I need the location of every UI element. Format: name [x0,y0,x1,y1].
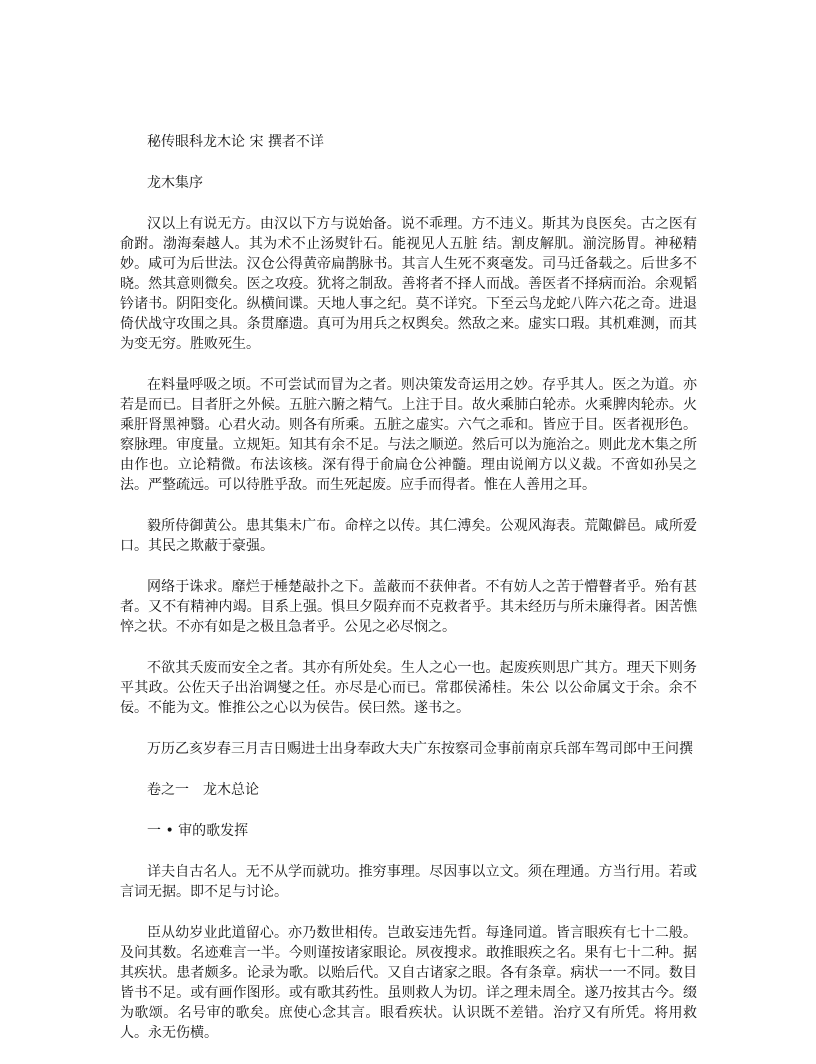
preface-paragraph: 毅所侍御黄公。患其集未广布。命梓之以传。其仁溥矣。公观风海表。荒陬僻邑。咸所爱口。其民之欺蔽于豪强。 [120,518,697,554]
volume-title: 卷之一 龙木总论 [147,782,259,798]
section-title: 一 • 审的歌发挥 [147,823,249,839]
preface-paragraph: 不欲其夭废而安全之者。其亦有所处矣。生人之心一也。起废疾则思广其方。理天下则务平其政。公佐天子出治调燮之任。亦尽是心而已。常郡侯浠桂。朱公 以公命属文于余。余不佞。不能为文。惟推公之心以为侯告。侯曰然。遂书之。 [120,660,697,716]
preface-title: 龙木集序 [147,175,203,191]
preface-paragraph: 汉以上有说无方。由汉以下方与说始备。说不乖理。方不违义。斯其为良医矣。古之医有俞跗。渤海秦越人。其为术不止汤熨针石。能视见人五脏 结。割皮解肌。湔浣肠胃。神秘精妙。咸可为后世法。汉仓公得黄帝扁鹊脉书。其言人生死不爽毫发。司马迁备载之。后世多不晓。然其意则微矣。医之攻疫。犹将之制敌。善将者不择人而战。善医者不择病而治。余观韬钤诸书。阴阳变化。纵横间谍。天地人事之纪。莫不详究。下至云鸟龙蛇八阵六花之奇。进退倚伏战守攻围之具。条贯靡遗。真可为用兵之权舆矣。然敌之来。虚实口瑕。其机难测，而其为变无穷。胜败死生。 [120,216,697,352]
body-paragraph: 详夫自古名人。无不从学而就功。推穷事理。尽因事以立文。须在理通。方当行用。若或言词无据。即不足与讨论。 [120,864,697,900]
body-paragraph: 臣从幼岁业此道留心。亦乃数世相传。岂敢妄违先哲。每逢同道。皆言眼疾有七十二般。及问其数。名迹难言一半。今则谨按诸家眼论。夙夜搜求。敢推眼疾之名。果有七十二种。据其疾状。患者颇多。论录为歌。以贻后代。又自古诸家之眼。各有条章。病状一一不同。数目皆书不足。或有画作图形。或有歌其药性。虽则救人为切。详之理未周全。遂乃按其古今。缀为歌颂。名号审的歌矣。庶使心念其言。眼看疾状。认识既不差错。治疗又有所凭。将用救人。永无伤横。 [120,925,697,1041]
book-title: 秘传眼科龙木论 宋 撰者不详 [147,134,324,150]
document-page [120,132,697,1064]
preface-paragraph: 网络于诛求。靡烂于棰楚敲扑之下。盖蔽而不获伸者。不有妨人之苦于懵瞽者乎。殆有甚者。又不有精神内竭。目系上强。惧旦夕陨弃而不克救者乎。其未经历与所未廉得者。困苦憔悴之状。不亦有如是之极且急者乎。公见之必尽悯之。 [120,579,697,635]
preface-paragraph: 在料量呼吸之顷。不可尝试而冒为之者。则决策发奇运用之妙。存乎其人。医之为道。亦若是而已。目者肝之外候。五脏六腑之精气。上注于目。故火乘肺白轮赤。火乘脾肉轮赤。火乘肝肾黑神翳。心君火动。则各有所乘。五脏之虚实。六气之乖和。皆应于目。医者视形色。察脉理。审度量。立规矩。知其有余不足。与法之顺逆。然后可以为施治之。则此龙木集之所由作也。立论精微。布法该核。深有得于俞扁仓公神髓。理由说阐方以义裁。不啻如孙吴之法。严整疏远。可以待胜乎敌。而生死起废。应手而得者。惟在人善用之耳。 [120,377,697,493]
preface-signature: 万历乙亥岁春三月吉日赐进士出身奉政大夫广东按察司佥事前南京兵部车驾司郎中王问撰 [147,741,693,757]
